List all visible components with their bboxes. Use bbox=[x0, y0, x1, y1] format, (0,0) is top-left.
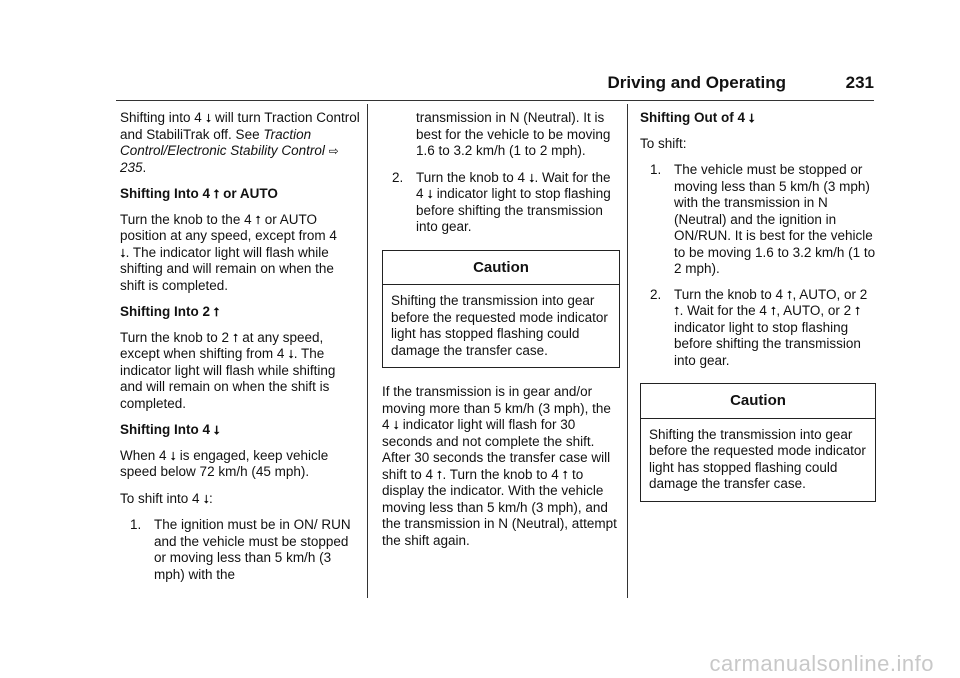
step-number: 1. bbox=[650, 162, 662, 177]
section-title: Driving and Operating bbox=[607, 73, 786, 92]
column-2 bbox=[382, 110, 620, 559]
list-item bbox=[120, 517, 360, 583]
heading-shifting-out-of-4-low: Shifting Out of 4 ⭣ bbox=[640, 110, 755, 125]
step-continuation: transmission in N (Neutral). It is best for the vehicle to be moving 1.6 to 3.2 km/h (1 to 2 mph). bbox=[416, 110, 611, 158]
column-divider bbox=[627, 104, 628, 598]
list-item: 2. Turn the knob to 4 ⭡, AUTO, or 2 ⭡. Wait for the 4 ⭡, AUTO, or 2 ⭡ indicator light to stop flashing before shifting the transmission into gear. bbox=[650, 286, 868, 368]
up-arrow-icon: ⭡ bbox=[213, 187, 220, 201]
down-arrow-icon: ⭣ bbox=[393, 418, 399, 432]
down-arrow-icon: ⭣ bbox=[427, 187, 433, 201]
paragraph-to-shift-into-4-low: To shift into 4 ⭣: bbox=[120, 490, 213, 506]
paragraph-in-gear: If the transmission is in gear and/or moving more than 5 km/h (3 mph), the 4 ⭣ indicator light will flash for 30 seconds and not complete the shift. After 30 seconds the transfer case will shift to 4 ⭡. Turn the knob to 4 ⭡ to display the indicator. With the vehicle moving less than 5 km/h (3 mph), and the transmission in N (Neutral), attempt the shift again. bbox=[382, 384, 617, 548]
heading-shifting-into-4-low: Shifting Into 4 ⭣ bbox=[120, 422, 220, 437]
up-arrow-icon: ⭡ bbox=[854, 304, 861, 318]
paragraph-4-high: Turn the knob to the 4 ⭡ or AUTO position at any speed, except from 4 ⭣. The indicator light will flash while shifting and will remain on when the shift is completed. bbox=[120, 211, 337, 293]
up-arrow-icon: ⭡ bbox=[786, 287, 793, 302]
column-3 bbox=[640, 110, 876, 518]
down-arrow-icon: ⭣ bbox=[528, 170, 535, 185]
column-1 bbox=[120, 110, 360, 592]
paragraph-2-high: Turn the knob to 2 ⭡ at any speed, except when shifting from 4 ⭣. The indicator light will flash while shifting and will remain on when the shift is completed. bbox=[120, 329, 336, 411]
caution-box bbox=[640, 383, 876, 502]
up-arrow-icon: ⭡ bbox=[232, 330, 239, 345]
caution-title: Caution bbox=[383, 251, 619, 286]
watermark: carmanualsonline.info bbox=[709, 651, 934, 676]
page-reference[interactable]: 235 bbox=[120, 159, 143, 175]
page-reference-arrow-icon: ⇨ bbox=[328, 144, 339, 158]
down-arrow-icon: ⭣ bbox=[205, 111, 212, 125]
paragraph-4-low: When 4 ⭣ is engaged, keep vehicle speed below 72 km/h (45 mph). bbox=[120, 447, 329, 479]
caution-body: Shifting the transmission into gear before the requested mode indicator light has stopped flashing could damage the transfer case. bbox=[649, 426, 866, 491]
intro-paragraph: Shifting into 4 ⭣ will turn Traction Control and StabiliTrak off. See Traction Control/Electronic Stability Control ⇨ 235. bbox=[120, 110, 360, 175]
up-arrow-icon: ⭡ bbox=[562, 467, 569, 482]
caution-box bbox=[382, 250, 620, 369]
step-text: The ignition must be in ON/ RUN and the vehicle must be stopped or moving less than 5 km/h (3 mph) with the bbox=[154, 517, 351, 582]
page-number: 231 bbox=[845, 73, 874, 92]
page-header bbox=[116, 70, 874, 101]
up-arrow-icon: ⭡ bbox=[213, 305, 220, 319]
step-number: 1. bbox=[130, 517, 142, 532]
down-arrow-icon: ⭣ bbox=[203, 491, 209, 506]
up-arrow-icon: ⭡ bbox=[436, 467, 443, 482]
down-arrow-icon: ⭣ bbox=[120, 245, 126, 260]
list-item: 2. Turn the knob to 4 ⭣. Wait for the 4 ⭣ indicator light to stop flashing before shifting the transmission into gear. bbox=[392, 169, 611, 234]
caution-body: Shifting the transmission into gear before the requested mode indicator light has stopped flashing could damage the transfer case. bbox=[391, 293, 608, 358]
step-number: 2. bbox=[392, 169, 404, 185]
heading-shifting-into-2-high: Shifting Into 2 ⭡ bbox=[120, 304, 220, 319]
step-text: The vehicle must be stopped or moving less than 5 km/h (3 mph) with the transmission in N (Neutral) and the ignition in ON/RUN. It is best for the vehicle to be moving 1.6 to 3.2 km/h (1 to 2 mph). bbox=[674, 162, 876, 276]
caution-title: Caution bbox=[641, 384, 875, 419]
step-number: 2. bbox=[650, 286, 662, 302]
up-arrow-icon: ⭡ bbox=[674, 304, 680, 318]
traction-control-link[interactable]: Traction Control/Electronic Stability Control bbox=[120, 126, 325, 158]
list-item bbox=[640, 162, 876, 278]
down-arrow-icon: ⭣ bbox=[288, 347, 294, 361]
heading-shifting-into-4-high: Shifting Into 4 ⭡ or AUTO bbox=[120, 186, 278, 201]
footer bbox=[0, 651, 960, 678]
to-shift-label: To shift: bbox=[640, 135, 687, 151]
down-arrow-icon: ⭣ bbox=[213, 423, 220, 437]
up-arrow-icon: ⭡ bbox=[255, 212, 261, 227]
down-arrow-icon: ⭣ bbox=[170, 448, 176, 463]
up-arrow-icon: ⭡ bbox=[770, 304, 777, 318]
column-divider bbox=[367, 104, 368, 598]
down-arrow-icon: ⭣ bbox=[748, 111, 755, 125]
